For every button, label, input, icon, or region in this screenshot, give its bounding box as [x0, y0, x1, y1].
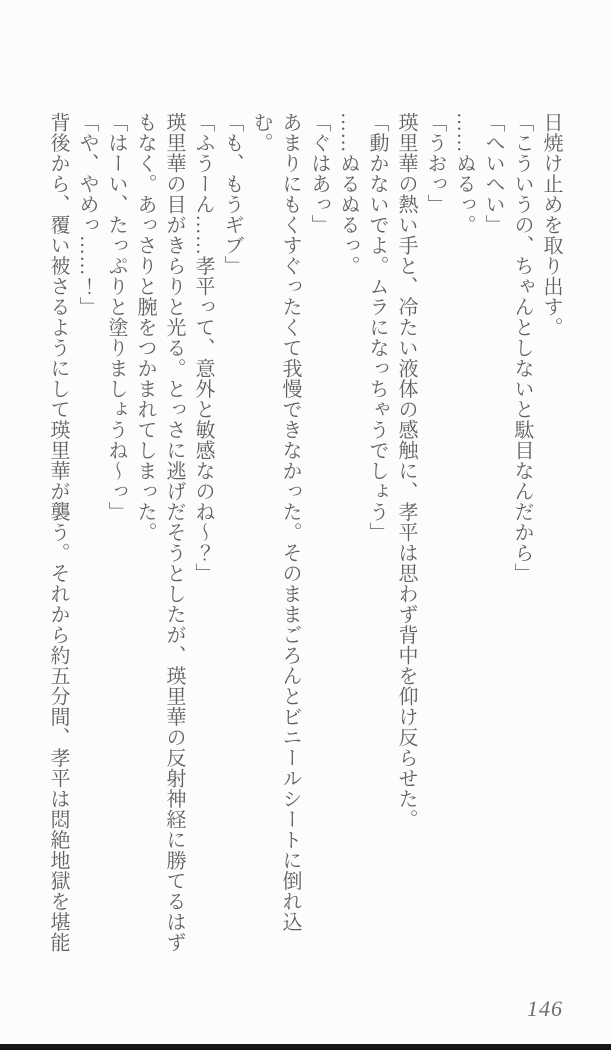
- text-line: ……ぬるっ。: [453, 112, 475, 235]
- text-line: あまりにもくすぐったくて我慢できなかった。そのままごろんとビニールシートに倒れ込む。: [250, 112, 301, 932]
- page-number: 146: [527, 996, 563, 1021]
- text-line: 「ふうーん……孝平って、意外と敏感なのね～？」: [192, 112, 214, 584]
- text-line: 「動かないでよ。ムラになっちゃうでしょう」: [366, 112, 388, 543]
- text-line: 「うおっ」: [424, 112, 446, 215]
- text-line: 「ぐはあっ」: [308, 112, 330, 235]
- text-line: 「も、もうギブ」: [221, 112, 243, 276]
- text-line: 瑛里華の熱い手と、冷たい液体の感触に、孝平は思わず背中を仰け反らせた。: [395, 112, 417, 830]
- vertical-text-block: [47, 112, 565, 958]
- text-line: ……ぬるぬるっ。: [337, 112, 359, 276]
- text-line: 瑛里華の目がきらりと光る。とっさに逃げだそうとしたが、瑛里華の反射神経に勝てるはずもなく。あっさりと腕をつかまれてしまった。: [134, 112, 185, 953]
- text-line: 日焼け止めを取り出す。: [540, 112, 562, 338]
- text-line: 「へいへい」: [482, 112, 504, 235]
- text-line: 背後から、覆い被さるようにして瑛里華が襲う。それから約五分間、孝平は悶絶地獄を堪能: [47, 112, 69, 953]
- text-line: 「はーい、たっぷりと塗りましょうね～っ」: [105, 112, 127, 522]
- page-bottom-edge: [0, 1044, 611, 1050]
- text-line: 「や、やめっ……！」: [76, 112, 98, 317]
- text-line: 「こういうの、ちゃんとしないと駄目なんだから」: [511, 112, 533, 584]
